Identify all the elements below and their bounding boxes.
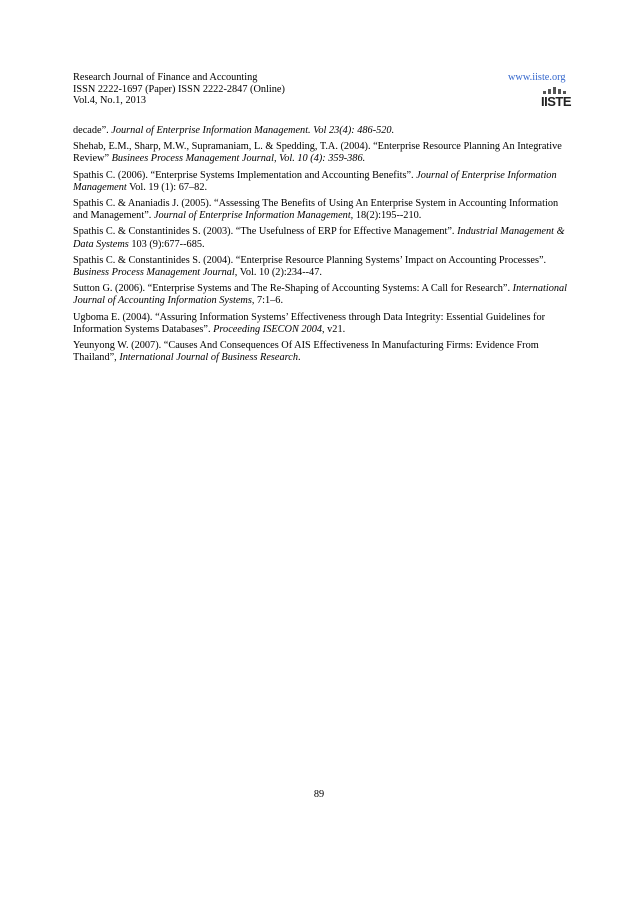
running-header xyxy=(73,72,568,107)
journal-website-link[interactable]: www.iiste.org xyxy=(508,72,566,83)
journal-title: Research Journal of Finance and Accounting xyxy=(73,72,258,83)
reference-item: Spathis C. & Constantinides S. (2004). “Enterprise Resource Planning Systems’ Impact on Accounting Processes”. Business Process Management Journal, Vol. 10 (2):234--47. xyxy=(73,254,547,279)
reference-item: Sutton G. (2006). “Enterprise Systems and The Re-Shaping of Accounting Systems: A Call for Research”. International Journal of Accounting Information Systems, 7:1–6. xyxy=(73,283,567,307)
reference-item: Spathis C. (2006). “Enterprise Systems Implementation and Accounting Benefits”. Journal of Enterprise Information Management Vol. 19 (1): 67–82. xyxy=(73,169,557,193)
logo-bars xyxy=(541,87,568,94)
reference-item: Yeunyong W. (2007). “Causes And Consequences Of AIS Effectiveness In Manufacturing Firms: Evidence From Thailand”, International Journal of Business Research. xyxy=(73,340,539,364)
iiste-logo xyxy=(541,87,572,111)
reference-item: Shehab, E.M., Sharp, M.W., Supramaniam, L. & Spedding, T.A. (2004). “Enterprise Resource Planning An Integrative Review” Businees Process Management Journal, Vol. 10 (4): 359-386. xyxy=(73,141,562,165)
issn-line: ISSN 2222-1697 (Paper) ISSN 2222-2847 (Online) xyxy=(73,83,285,95)
logo-text: IISTE xyxy=(541,94,572,109)
page-number: 89 xyxy=(313,789,325,800)
reference-item: decade”. Journal of Enterprise Information Management. Vol 23(4): 486-520. xyxy=(73,125,395,136)
volume-line: Vol.4, No.1, 2013 xyxy=(73,95,147,106)
reference-item: Spathis C. & Constantinides S. (2003). “The Usefulness of ERP for Effective Management”. Industrial Management & Data Systems 103 (9):677--685. xyxy=(73,226,565,250)
reference-item: Ugboma E. (2004). “Assuring Information Systems’ Effectiveness through Data Integrity: Essential Guidelines for Information Systems Databases”. Proceeding ISECON 2004, v21. xyxy=(73,311,546,335)
reference-item: Spathis C. & Ananiadis J. (2005). “Assessing The Benefits of Using An Enterprise System in Accounting Information and Management”. Journal of Enterprise Information Management, 18(2):195--210. xyxy=(73,198,559,222)
reference-list xyxy=(73,125,571,368)
